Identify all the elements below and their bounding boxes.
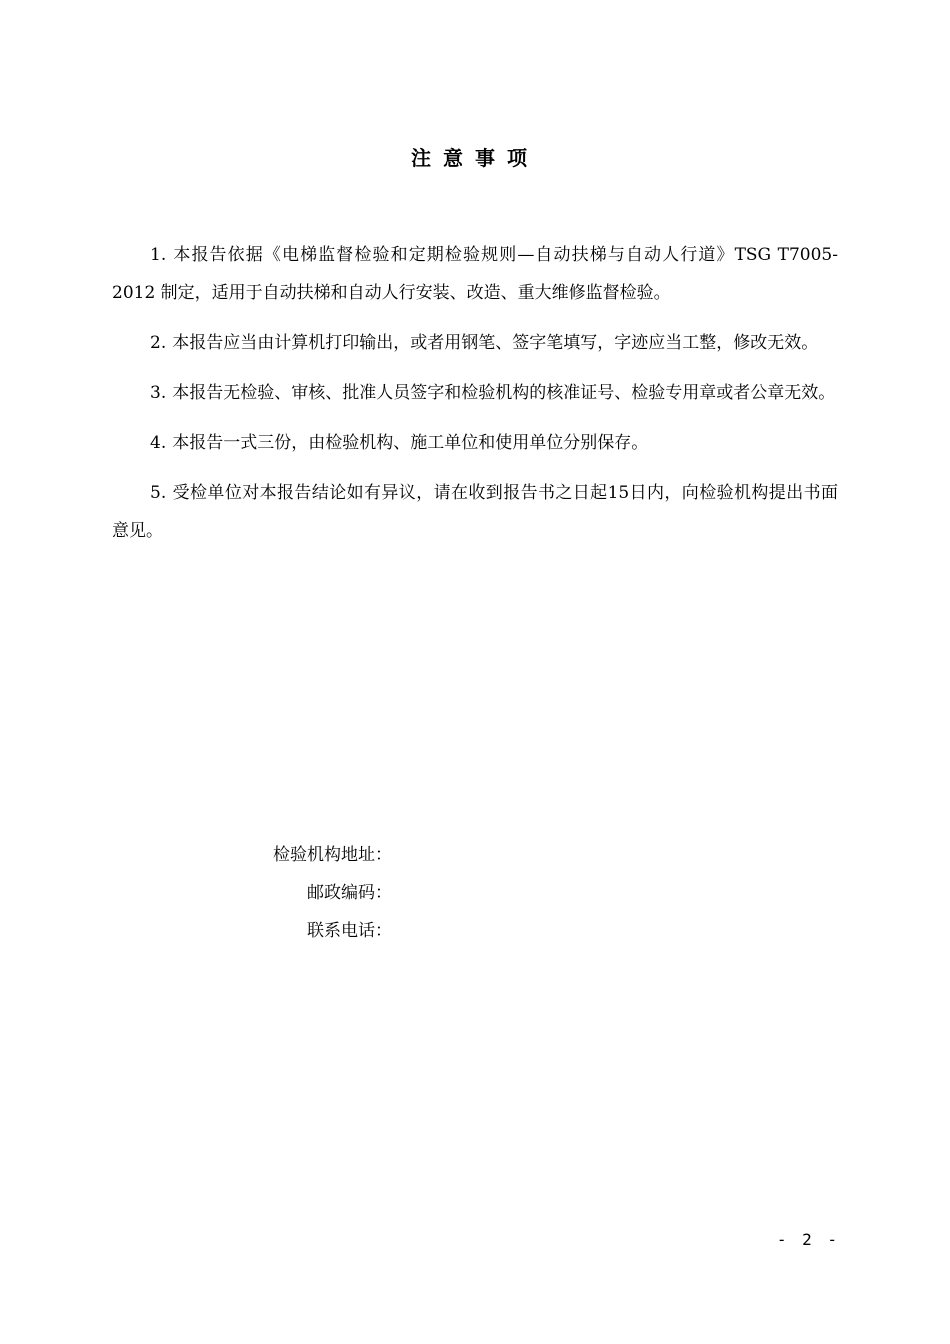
note-number: 4. [150, 433, 167, 453]
contact-info [230, 836, 530, 950]
note-number: 2. [150, 333, 167, 353]
address-row [230, 836, 530, 874]
note-item-2 [112, 324, 838, 362]
page-number: - 2 - [776, 1230, 840, 1249]
postcode-row [230, 874, 530, 912]
notes-list [112, 236, 838, 562]
phone-row [230, 912, 530, 950]
postcode-label: 邮政编码： [307, 883, 392, 903]
note-item-1 [112, 236, 838, 312]
note-item-4 [112, 424, 838, 462]
address-label: 检验机构地址： [273, 845, 392, 865]
note-number: 1. [150, 245, 167, 265]
note-text: 本报告无检验、审核、批准人员签字和检验机构的核准证号、检验专用章或者公章无效。 [172, 383, 836, 403]
page-title: 注意事项 [411, 146, 539, 170]
note-text: 受检单位对本报告结论如有异议，请在收到报告书之日起15日内，向检验机构提出书面意见。 [112, 483, 838, 541]
note-text: 本报告应当由计算机打印输出，或者用钢笔、签字笔填写，字迹应当工整，修改无效。 [172, 333, 819, 353]
note-text: 本报告一式三份，由检验机构、施工单位和使用单位分别保存。 [172, 433, 649, 453]
note-item-3 [112, 374, 838, 412]
note-number: 5. [150, 483, 167, 503]
note-text: 本报告依据《电梯监督检验和定期检验规则—自动扶梯与自动人行道》TSG T7005-2012 制定，适用于自动扶梯和自动人行安装、改造、重大维修监督检验。 [112, 245, 838, 303]
note-item-5 [112, 474, 838, 550]
note-number: 3. [150, 383, 167, 403]
phone-label: 联系电话： [307, 921, 392, 941]
